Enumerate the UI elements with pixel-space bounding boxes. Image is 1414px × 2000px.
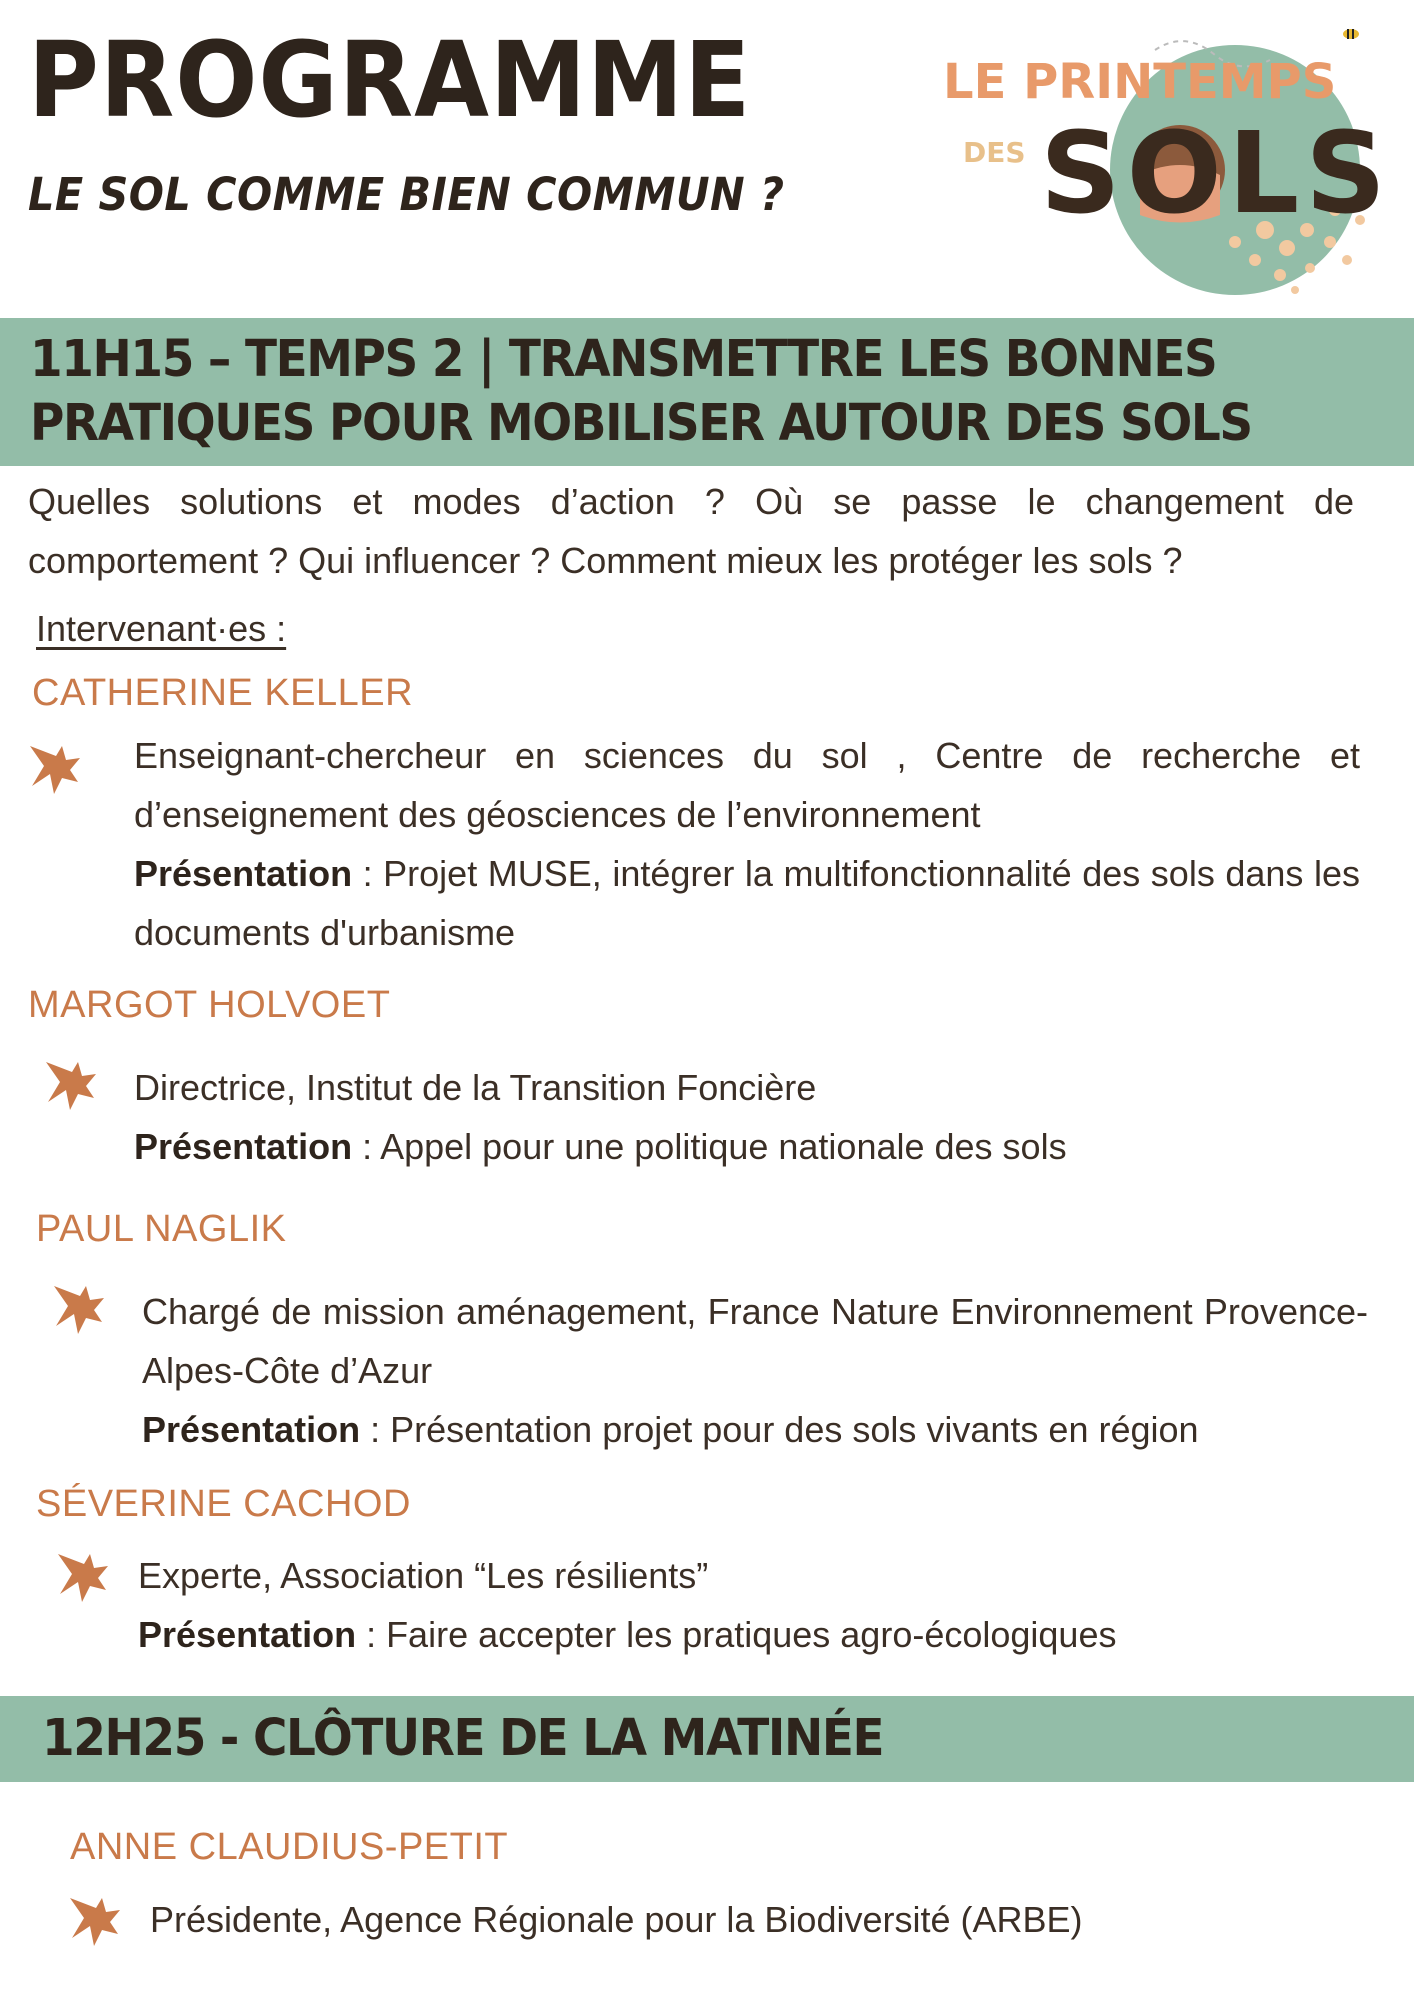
speaker-role: Présidente, Agence Régionale pour la Biodiversité (ARBE) xyxy=(150,1899,1083,1940)
session1-intro: Quelles solutions et modes d’action ? Où se passe le changement de comportement ? Qui influencer ? Comment mieux les protéger les sols ? xyxy=(28,481,1354,581)
page-subtitle: LE SOL COMME BIEN COMMUN ? xyxy=(28,168,785,221)
speaker-name: CATHERINE KELLER xyxy=(32,672,414,714)
leaf-bullet-icon xyxy=(54,1550,110,1606)
logo-line2-small: DES xyxy=(963,136,1026,169)
speaker-name: PAUL NAGLIK xyxy=(36,1208,287,1250)
presentation-text: : Faire accepter les pratiques agro-écologiques xyxy=(356,1614,1117,1655)
logo-line2-big: SOLS xyxy=(1040,109,1392,239)
presentation-text: : Présentation projet pour des sols vivants en région xyxy=(360,1409,1199,1450)
presentation-label: Présentation xyxy=(134,1126,353,1167)
presentation-text: : Projet MUSE, intégrer la multifonctionnalité des sols dans les documents d'urbanisme xyxy=(134,853,1360,953)
speaker-name: MARGOT HOLVOET xyxy=(28,984,391,1026)
presentation-label: Présentation xyxy=(142,1409,361,1450)
bee-icon xyxy=(1343,29,1359,39)
speaker-presentation xyxy=(142,1400,1368,1459)
speaker-role: Directrice, Institut de la Transition Foncière xyxy=(134,1067,817,1108)
speaker-role: Experte, Association “Les résilients” xyxy=(138,1555,709,1596)
speaker-role: Enseignant-chercheur en sciences du sol , Centre de recherche et d’enseignement des géosciences de l’environnement xyxy=(134,735,1360,835)
intervenants-label: Intervenant·es : xyxy=(36,608,287,649)
speaker-presentation xyxy=(134,844,1360,962)
page-title: PROGRAMME xyxy=(28,19,752,141)
session2-band xyxy=(0,1696,1414,1782)
session2-heading: 12H25 - CLÔTURE DE LA MATINÉE xyxy=(42,1709,884,1768)
leaf-bullet-icon xyxy=(66,1894,122,1950)
speaker-presentation xyxy=(138,1605,1364,1664)
speaker-name: ANNE CLAUDIUS-PETIT xyxy=(70,1826,509,1868)
presentation-label: Présentation xyxy=(134,853,353,894)
presentation-text: : Appel pour une politique nationale des sols xyxy=(352,1126,1067,1167)
event-logo xyxy=(935,20,1395,300)
session1-heading-line1: 11H15 – TEMPS 2 | TRANSMETTRE LES BONNES xyxy=(30,330,1217,389)
leaf-bullet-icon xyxy=(42,1058,98,1114)
leaf-bullet-icon xyxy=(50,1282,106,1338)
presentation-label: Présentation xyxy=(138,1614,357,1655)
session1-band xyxy=(0,318,1414,466)
speaker-presentation xyxy=(134,1117,1360,1176)
speaker-role: Chargé de mission aménagement, France Nature Environnement Provence-Alpes-Côte d’Azur xyxy=(142,1291,1368,1391)
leaf-bullet-icon xyxy=(26,742,82,798)
logo-line1: LE PRINTEMPS xyxy=(943,54,1337,110)
speaker-name: SÉVERINE CACHOD xyxy=(36,1483,411,1525)
session1-heading-line2: PRATIQUES POUR MOBILISER AUTOUR DES SOLS xyxy=(30,394,1252,453)
